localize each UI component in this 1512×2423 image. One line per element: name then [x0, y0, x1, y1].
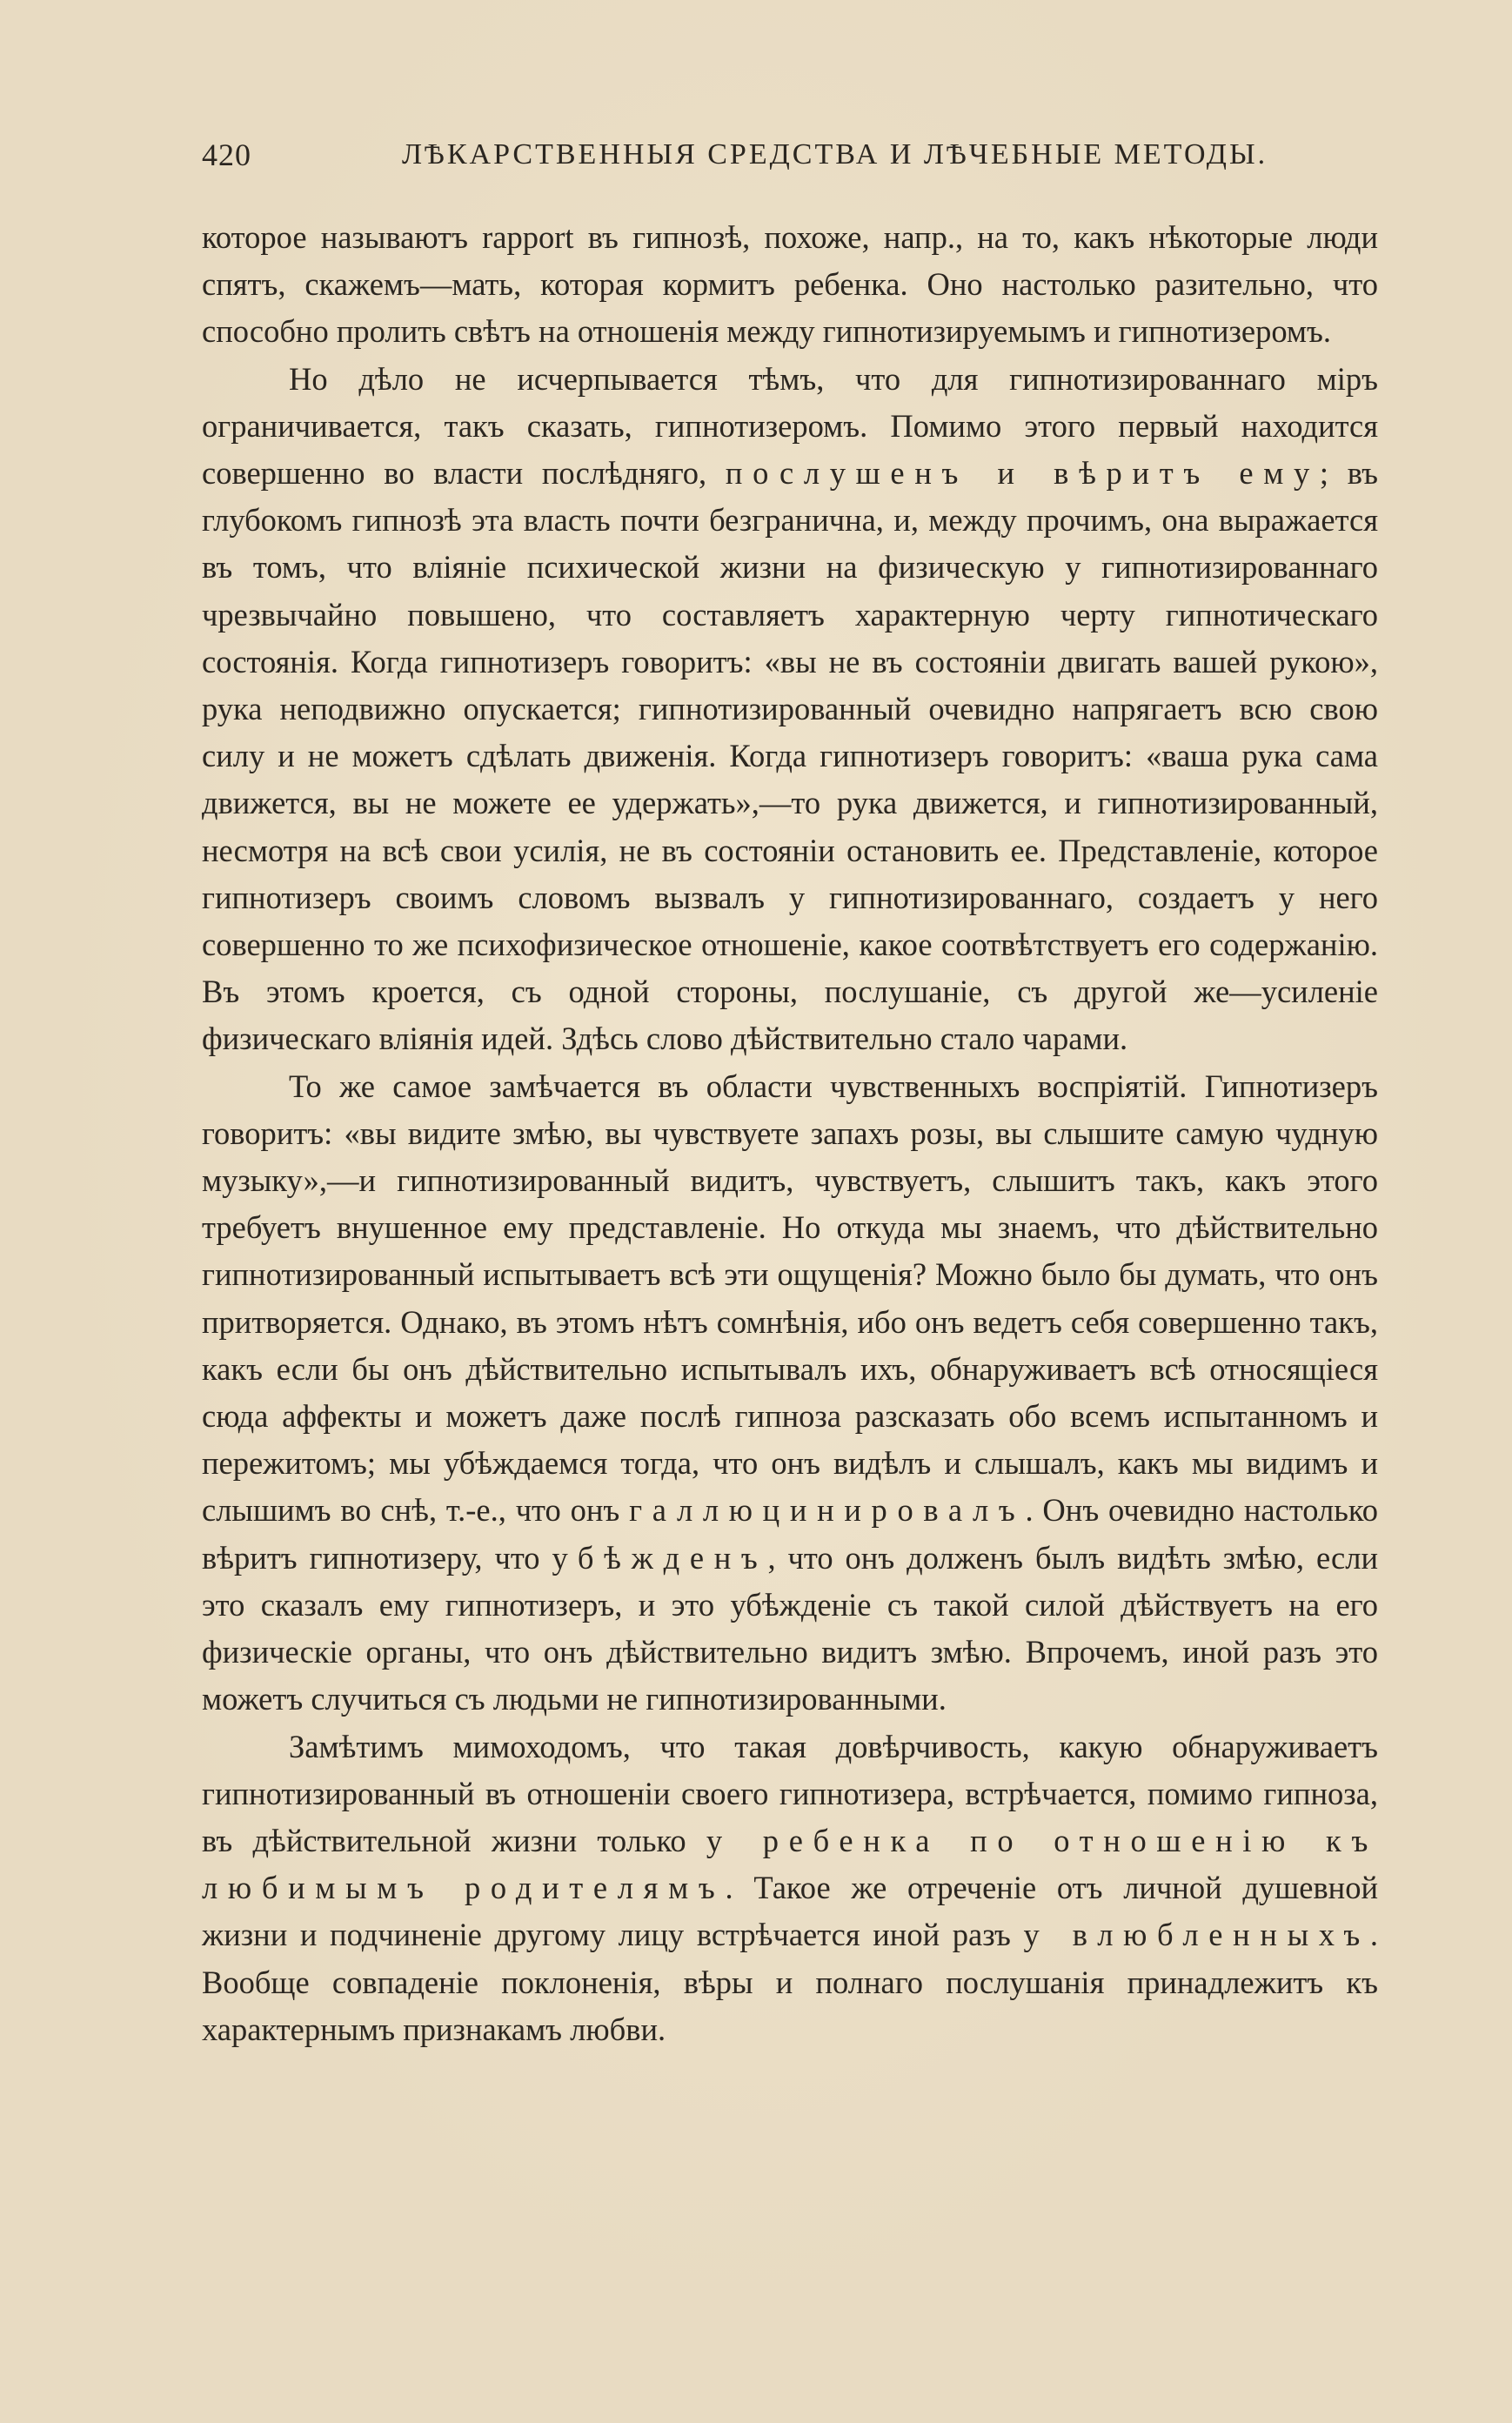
page-header [202, 131, 1378, 179]
paragraph-2-emphasis-1: послушенъ и вѣритъ ему [725, 455, 1320, 492]
paragraph-4-text-c: . Вообще совпаденіе поклоненія, вѣры и полнаго послушанія принадлежитъ къ характернымъ признакамъ любви. [202, 1917, 1378, 2047]
paragraph-4-emphasis-1: у ребенка по отношенію къ любимымъ родителямъ [202, 1822, 1378, 1906]
paragraph-3 [202, 1063, 1378, 1724]
paragraph-3-emphasis-1: галлюцинировалъ [629, 1492, 1026, 1529]
paragraph-4-emphasis-2: у влюбленныхъ [1023, 1917, 1370, 1953]
paragraph-3-emphasis-2: убѣжденъ [552, 1539, 768, 1576]
paragraph-2 [202, 356, 1378, 1063]
paragraph-3-text-c: , что онъ долженъ былъ видѣть змѣю, если это сказалъ ему гипнотизеръ, и это убѣжденіе съ такой силой дѣйствуетъ на его физическіе органы, что онъ дѣйствительно видитъ змѣю. Впрочемъ, иной разъ это можетъ случиться съ людьми не гипнотизированными. [202, 1539, 1378, 1717]
paragraph-1 [202, 214, 1378, 356]
paragraph-3-text-a: То же самое замѣчается въ области чувственныхъ воспріятій. Гипнотизеръ говоритъ: «вы видите змѣю, вы чувствуете запахъ розы, вы слышите самую чудную музыку»,—и гипнотизированный видитъ, чувствуетъ, слышитъ такъ, какъ этого требуетъ внушенное ему представленіе. Но откуда мы знаемъ, что дѣйствительно гипнотизированный испытываетъ всѣ эти ощущенія? Можно было бы думать, что онъ притворяется. Однако, въ этомъ нѣтъ сомнѣнія, ибо онъ ведетъ себя совершенно такъ, какъ если бы онъ дѣйствительно испытывалъ ихъ, обнаруживаетъ всѣ относящіеся сюда аффекты и можетъ даже послѣ гипноза разсказать обо всемъ испытанномъ и пережитомъ; мы убѣждаемся тогда, что онъ видѣлъ и слышалъ, какъ мы видимъ и слышимъ во снѣ, т.-е., что онъ [202, 1068, 1378, 1529]
paragraph-2-text-b: ; въ глубокомъ гипнозѣ эта власть почти безгранична, и, между прочимъ, она выражается въ томъ, что вліяніе психической жизни на физическую у гипнотизированнаго чрезвычайно повышено, что составляетъ характерную черту гипнотическаго состоянія. Когда гипнотизеръ говоритъ: «вы не въ состояніи двигать вашей рукою», рука неподвижно опускается; гипнотизированный очевидно напрягаетъ всю свою силу и не можетъ сдѣлать движенія. Когда гипнотизеръ говоритъ: «ваша рука сама движется, вы не можете ее удержать»,—то рука движется, и гипнотизированный, несмотря на всѣ свои усилія, не въ состояніи остановить ее. Представленіе, которое гипнотизеръ своимъ словомъ вызвалъ у гипнотизированнаго, создаетъ у него совершенно то же психофизическое отношеніе, какое соотвѣтствуетъ его содержанію. Въ этомъ кроется, съ одной стороны, послушаніе, съ другой же—усиленіе физическаго вліянія идей. Здѣсь слово дѣйствительно стало чарами. [202, 455, 1379, 1057]
paragraph-1-text: которое называютъ rapport въ гипнозѣ, похоже, напр., на то, какъ нѣкоторые люди спятъ, скажемъ—мать, которая кормитъ ребенка. Оно настолько разительно, что способно пролить свѣтъ на отношенія между гипнотизируемымъ и гипнотизеромъ. [202, 219, 1378, 350]
paragraph-4 [202, 1724, 1378, 2053]
page-number: 420 [202, 137, 251, 172]
running-title: ЛѢКАРСТВЕННЫЯ СРЕДСТВА И ЛѢЧЕБНЫЕ МЕТОДЫ. [402, 138, 1268, 171]
paragraph-4-text-b: . Такое же отреченіе отъ личной душевной жизни и подчиненіе другому лицу встрѣчается иной разъ [202, 1870, 1379, 1953]
paragraph-3-text-b: . Онъ очевидно настолько вѣритъ гипнотизеру, что [202, 1492, 1378, 1576]
paragraph-4-text-a: Замѣтимъ мимоходомъ, что такая довѣрчивость, какую обнаруживаетъ гипнотизированный въ отношеніи своего гипнотизера, встрѣчается, помимо гипноза, въ дѣйствительной жизни только [202, 1728, 1378, 1858]
paragraph-2-text-a: Но дѣло не исчерпывается тѣмъ, что для гипнотизированнаго міръ ограничивается, такъ сказать, гипнотизеромъ. Помимо этого первый находится совершенно во власти послѣдняго, [202, 360, 1378, 492]
body-text [202, 214, 1378, 2053]
